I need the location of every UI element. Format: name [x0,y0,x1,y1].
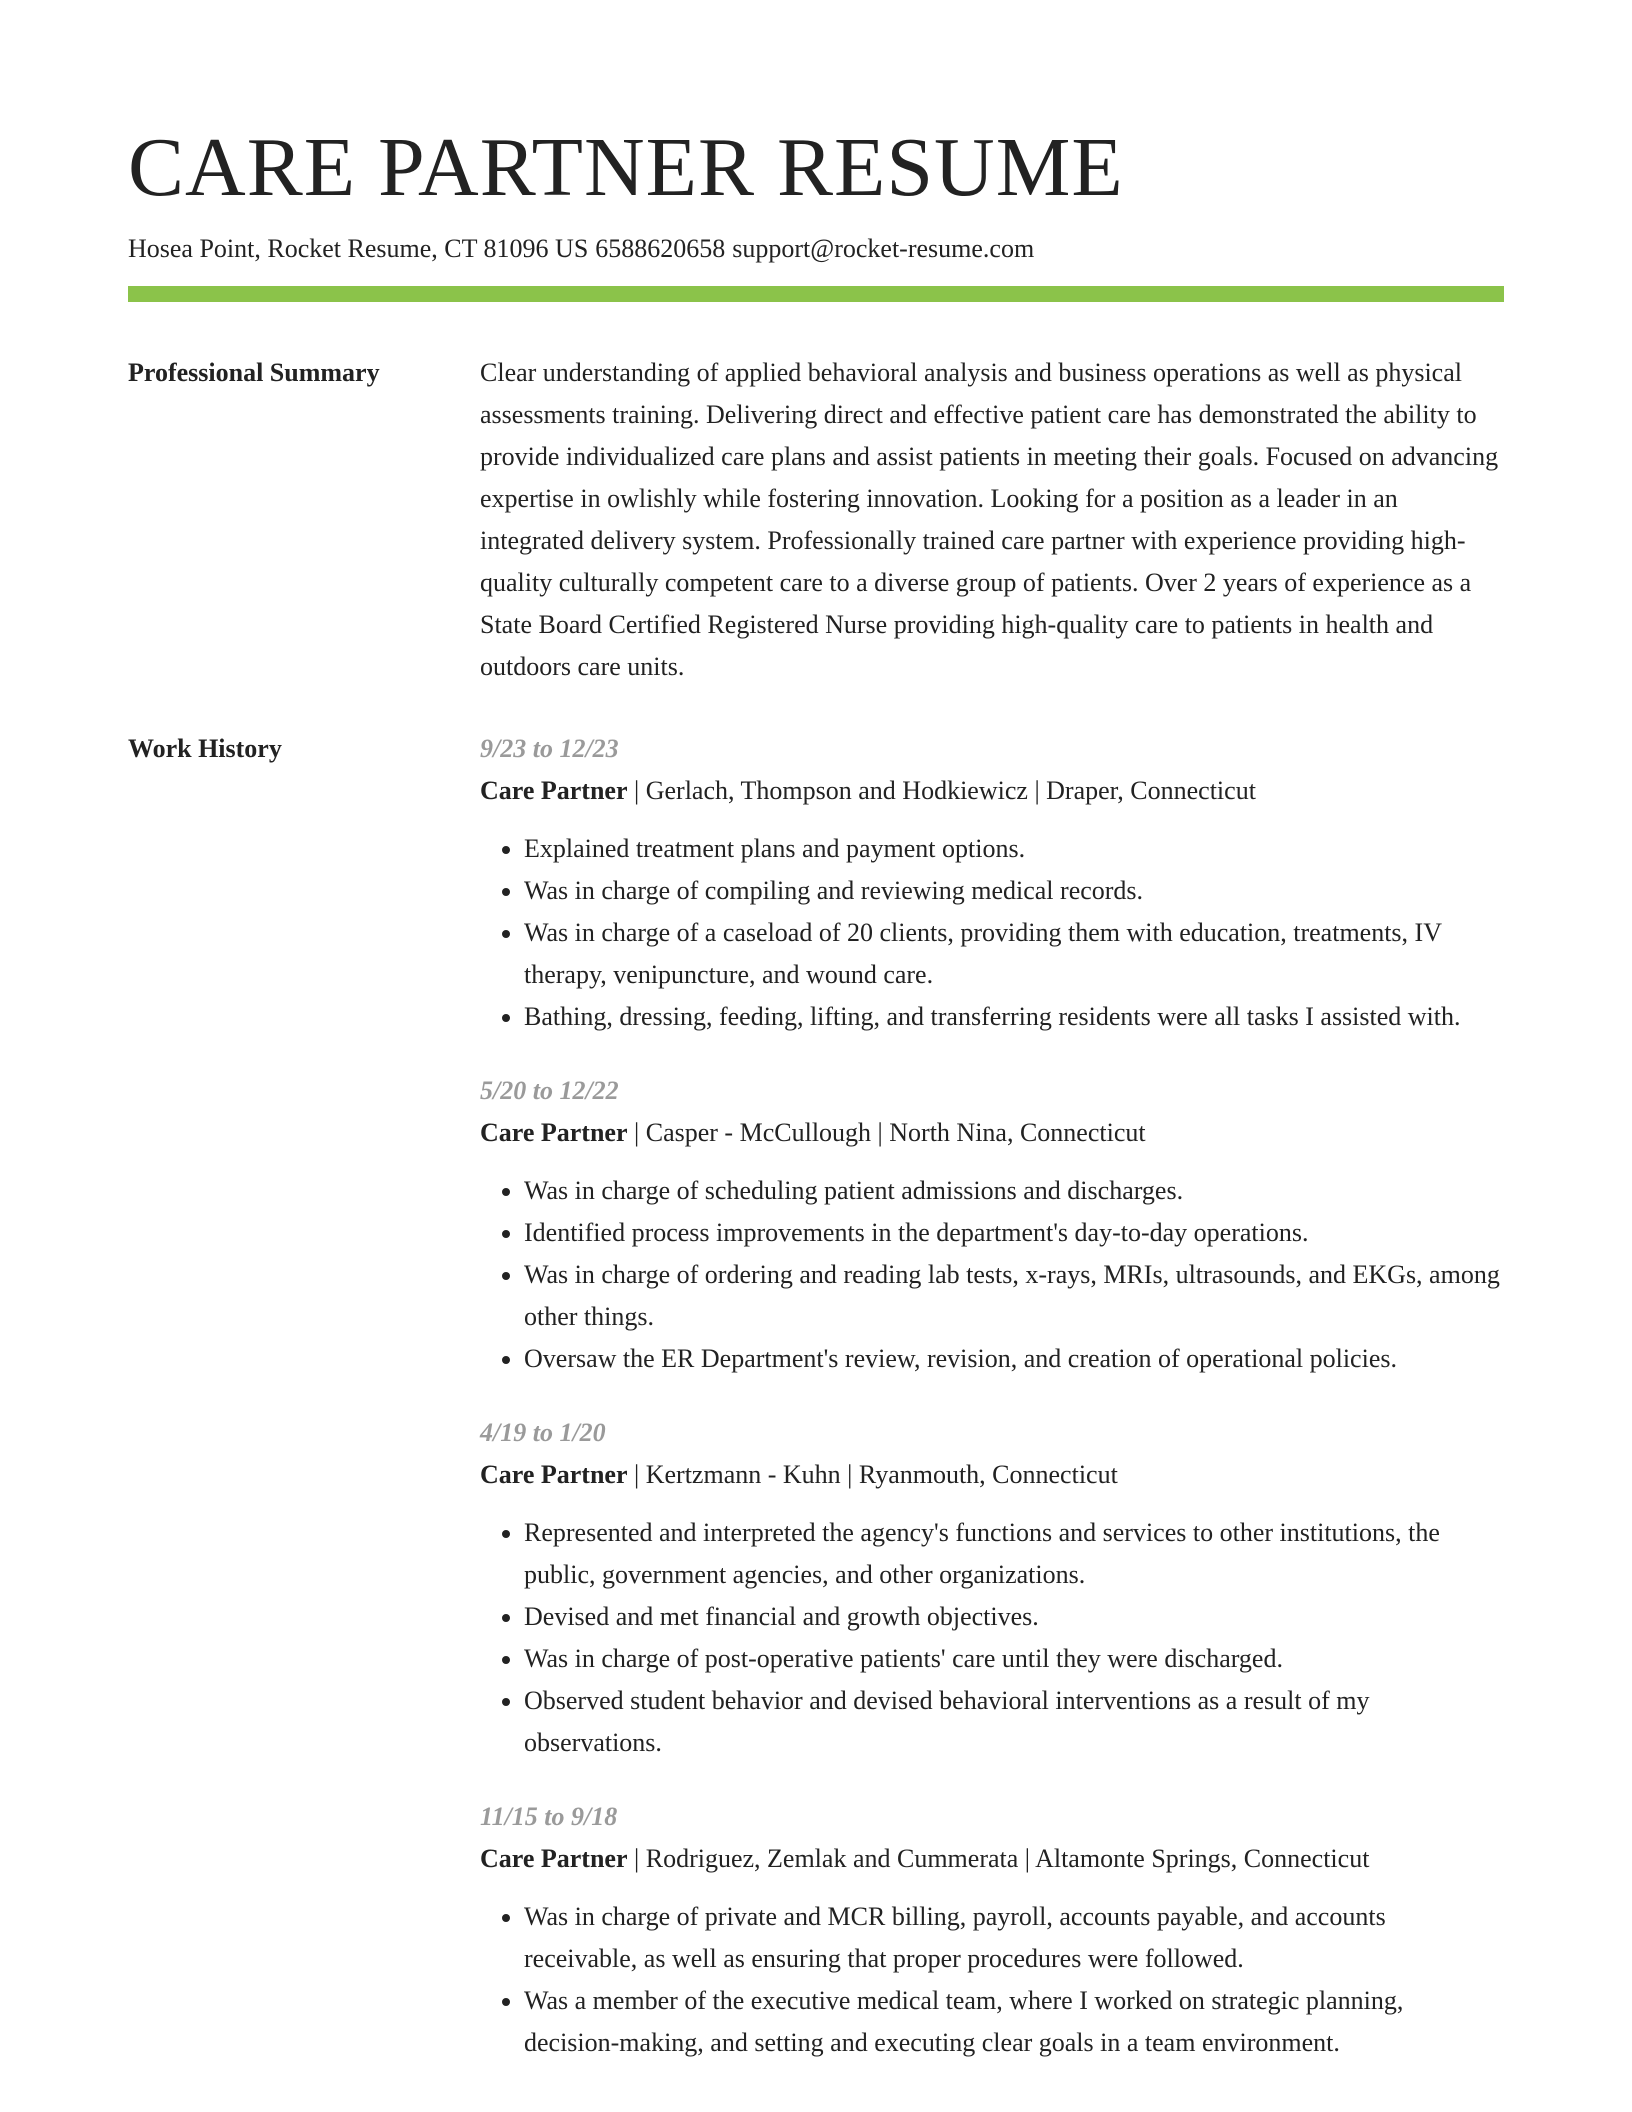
job-location: Ryanmouth, Connecticut [858,1460,1118,1489]
job-company: Gerlach, Thompson and Hodkiewicz [645,776,1028,805]
job-heading [480,1112,1504,1154]
job-title: Care Partner [480,1460,628,1489]
job-entry [480,728,1504,1038]
job-title: Care Partner [480,1118,628,1147]
job-separator: | [1024,1844,1030,1873]
job-bullets [480,1896,1504,2064]
job-dates: 4/19 to 1/20 [480,1418,606,1447]
summary-section [128,352,1504,688]
job-bullet: • Oversaw the ER Department's review, revision, and creation of operational policies. [524,1338,1504,1380]
job-bullet: • Was in charge of compiling and reviewing medical records. [524,870,1504,912]
job-separator: | [634,1460,640,1489]
job-location: Draper, Connecticut [1046,776,1256,805]
job-heading [480,1838,1504,1880]
job-dates: 5/20 to 12/22 [480,1076,619,1105]
job-bullet: • Was in charge of private and MCR billing, payroll, accounts payable, and accounts receivable, as well as ensuring that proper procedures were followed. [524,1896,1504,1980]
job-entry [480,1412,1504,1764]
job-bullet: • Represented and interpreted the agency's functions and services to other institutions, the public, government agencies, and other organizations. [524,1512,1504,1596]
job-title: Care Partner [480,1844,628,1873]
job-bullet: • Observed student behavior and devised behavioral interventions as a result of my observations. [524,1680,1504,1764]
job-separator: | [634,1118,640,1147]
resume-page [128,118,1504,2064]
job-bullet: • Bathing, dressing, feeding, lifting, and transferring residents were all tasks I assisted with. [524,996,1504,1038]
job-bullet: • Identified process improvements in the department's day-to-day operations. [524,1212,1504,1254]
summary-text: Clear understanding of applied behavioral analysis and business operations as well as physical assessments training. Delivering direct and effective patient care has demonstrated the ability to provide individualized care plans and assist patients in meeting their goals. Focused on advancing expertise in owlishly while fostering innovation. Looking for a position as a leader in an integrated delivery system. Professionally trained care partner with experience providing high-quality culturally competent care to a diverse group of patients. Over 2 years of experience as a State Board Certified Registered Nurse providing high-quality care to patients in health and outdoors care units. [480,358,1499,681]
contact-email: support@rocket-resume.com [732,234,1035,263]
contact-phone: 6588620658 [595,234,726,263]
work-history-list [480,728,1504,2064]
job-dates: 11/15 to 9/18 [480,1802,618,1831]
job-dates: 9/23 to 12/23 [480,734,619,763]
job-separator: | [634,1844,640,1873]
job-heading [480,1454,1504,1496]
job-entry [480,1796,1504,2064]
resume-title: CARE PARTNER RESUME [128,121,1124,214]
job-bullet: • Was in charge of post-operative patients' care until they were discharged. [524,1638,1504,1680]
job-heading [480,770,1504,812]
job-bullets [480,1512,1504,1764]
contact-line [128,232,1504,266]
job-bullet: • Was a member of the executive medical team, where I worked on strategic planning, decision-making, and setting and executing clear goals in a team environment. [524,1980,1504,2064]
job-separator: | [847,1460,853,1489]
work-history-section [128,728,1504,2064]
job-separator: | [877,1118,883,1147]
job-company: Kertzmann - Kuhn [645,1460,841,1489]
job-bullet: • Was in charge of a caseload of 20 clients, providing them with education, treatments, IV therapy, venipuncture, and wound care. [524,912,1504,996]
job-company: Casper - McCullough [645,1118,872,1147]
job-separator: | [634,776,640,805]
job-separator: | [1034,776,1040,805]
job-bullets [480,1170,1504,1380]
job-bullets [480,828,1504,1038]
job-location: Altamonte Springs, Connecticut [1035,1844,1370,1873]
job-location: North Nina, Connecticut [889,1118,1146,1147]
job-bullet: • Was in charge of ordering and reading lab tests, x-rays, MRIs, ultrasounds, and EKGs, among other things. [524,1254,1504,1338]
summary-label: Professional Summary [128,358,380,387]
accent-divider [128,286,1504,302]
job-bullet: • Explained treatment plans and payment options. [524,828,1504,870]
work-history-label: Work History [128,734,282,763]
job-entry [480,1070,1504,1380]
job-title: Care Partner [480,776,628,805]
job-bullet: • Was in charge of scheduling patient admissions and discharges. [524,1170,1504,1212]
job-company: Rodriguez, Zemlak and Cummerata [645,1844,1019,1873]
job-bullet: • Devised and met financial and growth objectives. [524,1596,1504,1638]
contact-address: Hosea Point, Rocket Resume, CT 81096 US [128,234,589,263]
